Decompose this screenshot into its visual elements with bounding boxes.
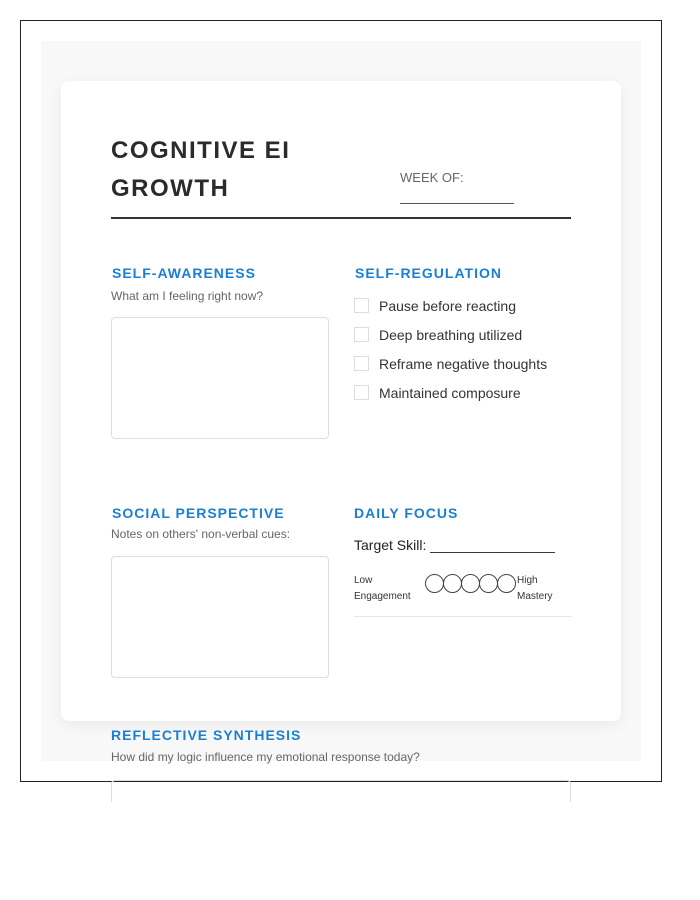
reflective-synthesis-prompt: How did my logic influence my emotional response today? <box>111 750 420 764</box>
reflective-synthesis-textarea[interactable] <box>111 780 571 802</box>
rating-circle-5[interactable] <box>497 574 516 593</box>
page-title <box>111 132 290 208</box>
reflective-synthesis-heading: REFLECTIVE SYNTHESIS <box>111 727 302 743</box>
week-of-label: WEEK OF: <box>400 170 464 185</box>
checklist-item[interactable] <box>354 291 547 320</box>
rating-circle-1[interactable] <box>425 574 444 593</box>
self-regulation-checklist <box>354 291 547 407</box>
checklist-label: Deep breathing utilized <box>379 326 523 343</box>
social-perspective-prompt: Notes on others' non-verbal cues: <box>111 527 291 541</box>
daily-focus-heading: DAILY FOCUS <box>354 505 459 521</box>
checklist-label: Reframe negative thoughts <box>379 355 548 372</box>
scale-low-label <box>354 573 411 605</box>
checkbox[interactable] <box>354 356 369 371</box>
scale-low-line2: Engagement <box>354 591 411 602</box>
checklist-item[interactable] <box>354 378 547 407</box>
self-regulation-heading: SELF-REGULATION <box>355 265 502 281</box>
week-of-field[interactable] <box>400 203 514 207</box>
scale-low-line1: Low <box>354 575 373 586</box>
title-line-1: COGNITIVE EI <box>111 137 291 164</box>
checklist-item[interactable] <box>354 320 547 349</box>
checkbox[interactable] <box>354 385 369 400</box>
checklist-label: Maintained composure <box>379 384 521 401</box>
self-awareness-prompt: What am I feeling right now? <box>111 289 264 303</box>
rating-circle-4[interactable] <box>479 574 498 593</box>
scale-high-line1: High <box>517 575 538 586</box>
header-divider <box>111 217 571 219</box>
social-perspective-heading: SOCIAL PERSPECTIVE <box>112 505 285 521</box>
scale-high-line2: Mastery <box>517 591 553 602</box>
checklist-item[interactable] <box>354 349 547 378</box>
rating-scale <box>425 574 515 593</box>
rating-circle-3[interactable] <box>461 574 480 593</box>
self-awareness-textarea[interactable] <box>111 317 329 439</box>
scale-high-label <box>517 573 553 605</box>
social-perspective-textarea[interactable] <box>111 556 329 678</box>
title-line-2: GROWTH <box>111 175 230 202</box>
checklist-label: Pause before reacting <box>379 297 516 314</box>
rating-circle-2[interactable] <box>443 574 462 593</box>
self-awareness-heading: SELF-AWARENESS <box>112 265 256 281</box>
target-skill-field[interactable]: Target Skill: ________________ <box>354 537 555 553</box>
checkbox[interactable] <box>354 298 369 313</box>
checkbox[interactable] <box>354 327 369 342</box>
daily-focus-divider <box>354 616 571 617</box>
